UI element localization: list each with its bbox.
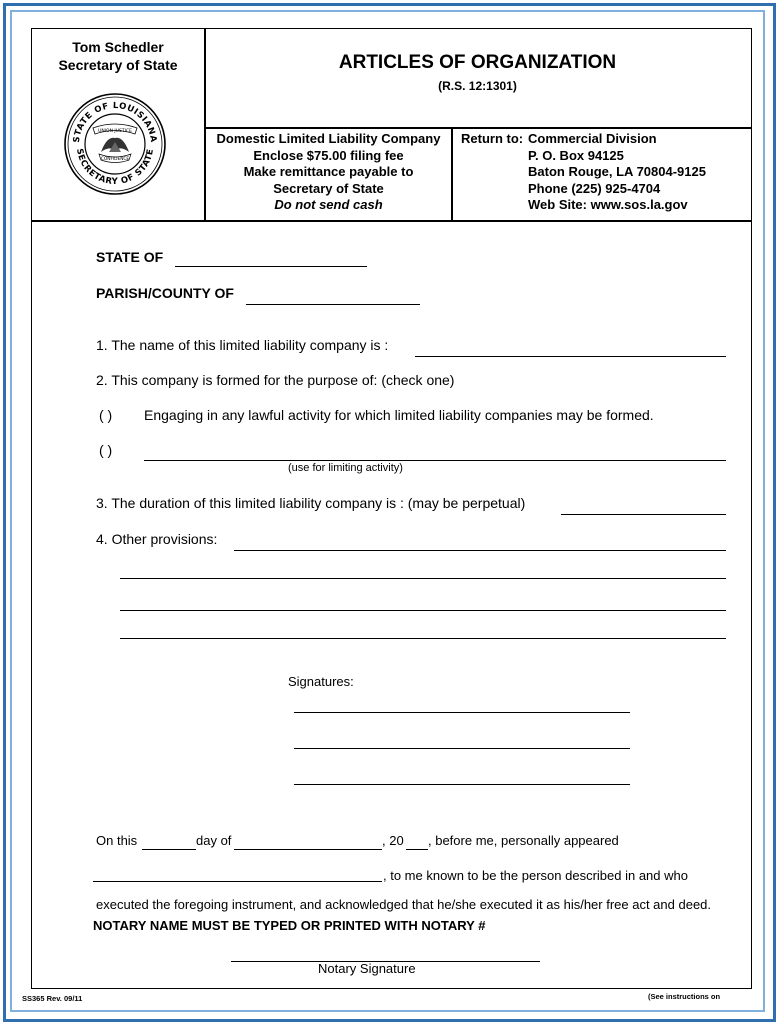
notary-on-this: On this [96,833,138,848]
svg-text:STATE OF LOUISIANA [72,101,158,143]
notary-year-field[interactable] [406,849,428,850]
filing-line-remittance: Make remittance payable to [243,164,414,179]
option-a-text: Engaging in any lawful activity for which limited liability companies may be formed. [144,407,654,423]
company-name-field[interactable] [415,356,726,357]
official-name: Tom Schedler [72,39,164,55]
state-seal-icon [63,92,167,196]
notary-day-of: day of [196,833,232,848]
item1-label: 1. The name of this limited liability company is : [96,337,389,353]
other-provisions-line-2[interactable] [120,578,726,579]
item2-label: 2. This company is formed for the purpose of: (check one) [96,372,455,388]
item3-label: 3. The duration of this limited liability company is : (may be perpetual) [96,495,526,511]
filing-line-fee: Enclose $75.00 filing fee [253,147,404,163]
filing-line-no-cash: Do not send cash [274,197,383,212]
notary-person-field[interactable] [93,881,382,882]
item4-label: 4. Other provisions: [96,531,218,547]
notary-instruction: NOTARY NAME MUST BE TYPED OR PRINTED WITH NOTARY # [93,918,486,933]
header-divider-bottom [32,220,751,222]
parish-label: PARISH/COUNTY OF [96,285,234,301]
signature-line-2[interactable] [294,748,630,749]
notary-known-text: , to me known to be the person described in and who [383,868,688,883]
form-title: ARTICLES OF ORGANIZATION [338,52,617,73]
notary-signature-label: Notary Signature [318,961,416,976]
option-a-checkbox[interactable]: ( ) [99,407,113,423]
other-provisions-line-1[interactable] [234,550,726,551]
filing-line-payee: Secretary of State [273,180,384,196]
duration-field[interactable] [561,514,726,515]
state-field[interactable] [175,266,367,267]
see-instructions: (See instructions on [648,992,721,1001]
return-website: Web Site: www.sos.la.gov [528,197,688,212]
official-title: Secretary of State [58,57,178,73]
return-label: Return to: [461,131,524,146]
return-division: Commercial Division [528,131,657,146]
limiting-activity-field[interactable] [144,460,726,461]
filing-info [206,131,451,214]
notary-year-prefix: , 20 [382,833,404,848]
notary-month-field[interactable] [234,849,382,850]
seal-ribbon-text: UNION JUSTICE [98,129,132,134]
option-b-checkbox[interactable]: ( ) [99,442,113,458]
header-divider-right [451,127,453,221]
seal-lower-text: CONFIDENCE [100,157,130,162]
parish-field[interactable] [246,304,420,305]
other-provisions-line-3[interactable] [120,610,726,611]
form-id: SS365 Rev. 09/11 [22,994,83,1003]
return-info [528,131,706,214]
notary-day-field[interactable] [142,849,196,850]
signatures-label: Signatures: [288,674,354,689]
return-phone: Phone (225) 925-4704 [528,180,661,196]
articles-form [31,28,752,989]
option-b-hint: (use for limiting activity) [288,462,403,474]
official-block [32,38,204,74]
header-divider-mid [204,127,751,129]
seal-bottom-text: SECRETARY OF STATE [74,147,156,188]
signature-line-1[interactable] [294,712,630,713]
signature-line-3[interactable] [294,784,630,785]
return-po-box: P. O. Box 94125 [528,147,624,163]
notary-appeared: , before me, personally appeared [428,833,619,848]
statute-ref: (R.S. 12:1301) [438,79,517,93]
seal-top-text: STATE OF LOUISIANA [71,100,159,144]
other-provisions-line-4[interactable] [120,638,726,639]
state-label: STATE OF [96,249,164,265]
notary-executed-text: executed the foregoing instrument, and acknowledged that he/she executed it as his/her free act and deed. [96,897,712,912]
filing-line-company-type: Domestic Limited Liability Company [216,131,441,146]
return-city: Baton Rouge, LA 70804-9125 [528,164,706,179]
